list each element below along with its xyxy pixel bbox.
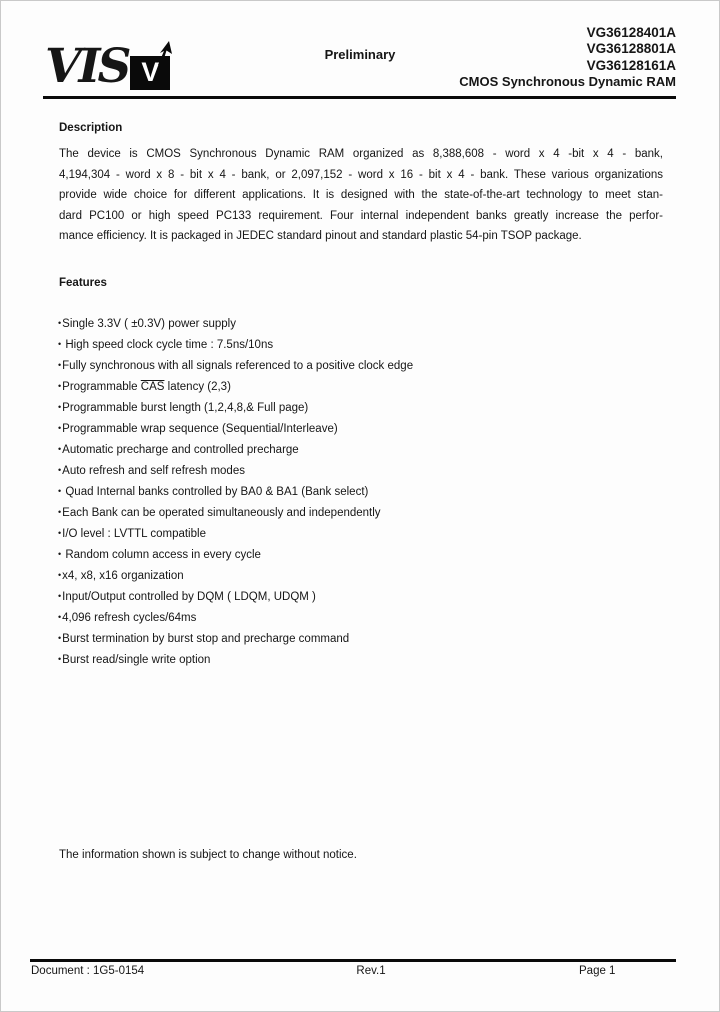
- features-heading: Features: [59, 277, 107, 289]
- feature-text: High speed clock cycle time : 7.5ns/10ns: [62, 339, 274, 351]
- feature-text: latency (2,3): [164, 381, 231, 393]
- description-line: provide wide choice for different applications. It is designed with the state-of-the-art technology to meet stan-: [59, 189, 663, 202]
- bullet-icon: •: [58, 549, 62, 559]
- feature-item: [58, 628, 413, 649]
- feature-text: Auto refresh and self refresh modes: [62, 465, 245, 477]
- feature-text: x4, x8, x16 organization: [62, 570, 184, 582]
- bullet-icon: •: [58, 381, 62, 391]
- feature-text: Random column access in every cycle: [62, 549, 261, 561]
- feature-item: [58, 481, 413, 502]
- feature-item: [58, 397, 413, 418]
- feature-item: [58, 418, 413, 439]
- bullet-icon: •: [58, 423, 62, 433]
- description-line: mance efficiency. It is packaged in JEDEC standard pinout and standard plastic 54-pin TSOP package.: [59, 230, 582, 243]
- part-numbers-block: [459, 25, 676, 90]
- feature-item: [58, 355, 413, 376]
- description-line: dard PC100 or high speed PC133 requirement. Four internal independent banks greatly increase the perfor-: [59, 209, 663, 222]
- feature-item: [58, 502, 413, 523]
- change-notice: The information shown is subject to change without notice.: [59, 849, 357, 861]
- bullet-icon: •: [58, 339, 62, 349]
- bullet-icon: •: [58, 570, 62, 580]
- feature-text: Programmable burst length (1,2,4,8,& Full page): [62, 402, 309, 414]
- feature-text: 4,096 refresh cycles/64ms: [62, 612, 197, 624]
- feature-text: Single 3.3V ( ±0.3V) power supply: [62, 318, 236, 330]
- bullet-icon: •: [58, 486, 62, 496]
- part-number: VG36128161A: [586, 57, 676, 73]
- feature-text: Fully synchronous with all signals referenced to a positive clock edge: [62, 360, 414, 372]
- feature-item: [58, 523, 413, 544]
- feature-text: Programmable: [62, 381, 141, 393]
- description-lines: [59, 144, 663, 247]
- document-subtitle: CMOS Synchronous Dynamic RAM: [459, 73, 676, 89]
- bullet-icon: •: [58, 318, 62, 328]
- feature-text: Burst termination by burst stop and precharge command: [62, 633, 350, 645]
- description-line: The device is CMOS Synchronous Dynamic RAM organized as 8,388,608 - word x 4 -bit x 4 - bank,: [59, 148, 663, 160]
- feature-item: [58, 565, 413, 586]
- feature-text: Quad Internal banks controlled by BA0 & BA1 (Bank select): [62, 486, 369, 498]
- bullet-icon: •: [58, 507, 62, 517]
- overlined-signal-name: $\overline{CAS}$: [140, 381, 165, 393]
- feature-text: I/O level : LVTTL compatible: [62, 528, 206, 540]
- feature-text: Programmable wrap sequence (Sequential/Interleave): [62, 423, 338, 435]
- feature-item: [58, 439, 413, 460]
- part-number: VG36128401A: [586, 25, 676, 40]
- feature-item: [58, 376, 413, 397]
- feature-item: [58, 544, 413, 565]
- bullet-icon: •: [58, 444, 62, 454]
- vis-logo-mark-letter: V: [141, 57, 160, 87]
- feature-item: [58, 586, 413, 607]
- feature-text: Burst read/single write option: [62, 654, 211, 666]
- header-rule: [43, 96, 676, 99]
- bullet-icon: •: [58, 465, 62, 475]
- footer-rule: [30, 959, 676, 962]
- description-heading: Description: [59, 122, 123, 134]
- bullet-icon: •: [58, 360, 62, 370]
- feature-item: [58, 460, 413, 481]
- preliminary-label: Preliminary: [324, 47, 396, 62]
- description-line: 4,194,304 - word x 8 - bit x 4 - bank, or 2,097,152 - word x 16 - bit x 4 - bank. These various organizations: [59, 168, 663, 181]
- bullet-icon: •: [58, 528, 62, 538]
- part-number: VG36128801A: [586, 41, 676, 57]
- feature-item: [58, 334, 413, 355]
- feature-text: Input/Output controlled by DQM ( LDQM, UDQM ): [62, 591, 316, 603]
- feature-item: [58, 649, 413, 670]
- bullet-icon: •: [58, 654, 62, 664]
- bullet-icon: •: [58, 591, 62, 601]
- features-list: [58, 313, 413, 670]
- bullet-icon: •: [58, 633, 62, 643]
- feature-item: [58, 607, 413, 628]
- vis-logo-text: VIS: [45, 39, 129, 94]
- feature-item: [58, 313, 413, 334]
- bullet-icon: •: [58, 402, 62, 412]
- footer-document-number: Document : 1G5-0154: [31, 965, 145, 977]
- footer-revision: Rev.1: [356, 965, 386, 977]
- bullet-icon: •: [58, 612, 62, 622]
- feature-text: Each Bank can be operated simultaneously and independently: [62, 507, 381, 519]
- feature-text: Automatic precharge and controlled precharge: [62, 444, 299, 456]
- footer-page-number: Page 1: [579, 965, 616, 977]
